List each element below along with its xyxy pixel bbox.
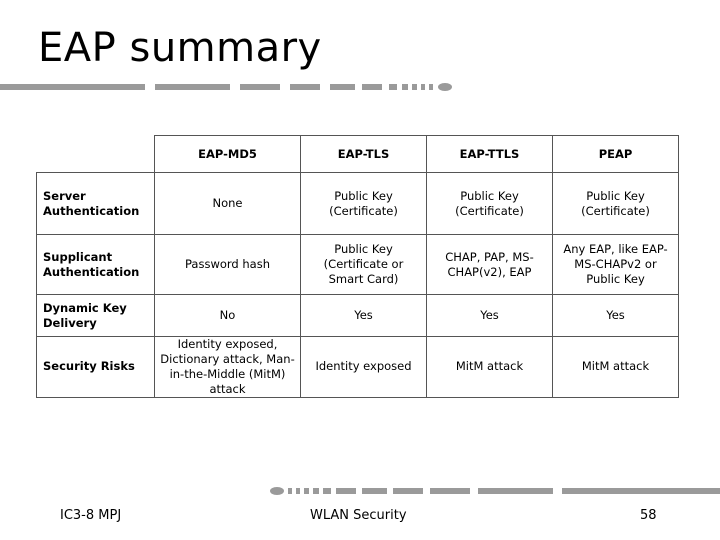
table-cell: Yes — [301, 295, 427, 337]
header-row — [37, 136, 679, 173]
header-eap-ttls: EAP-TTLS — [427, 136, 553, 173]
table-row — [37, 235, 679, 295]
table-row — [37, 337, 679, 398]
table-cell: MitM attack — [427, 337, 553, 398]
table-cell: Public Key (Certificate) — [427, 173, 553, 235]
table-cell: Password hash — [155, 235, 301, 295]
row-label: Server Authentication — [37, 173, 155, 235]
table-cell: None — [155, 173, 301, 235]
table-row — [37, 295, 679, 337]
page-number: 58 — [640, 508, 657, 523]
table-cell: Public Key (Certificate) — [553, 173, 679, 235]
table-cell: Public Key (Certificate) — [301, 173, 427, 235]
slide-title: EAP summary — [38, 25, 322, 71]
footer-course: IC3-8 MPJ — [60, 508, 122, 523]
header-peap: PEAP — [553, 136, 679, 173]
table-cell: Any EAP, like EAP-MS-CHAPv2 or Public Key — [553, 235, 679, 295]
table-row — [37, 173, 679, 235]
table-cell: Yes — [427, 295, 553, 337]
table-cell: Yes — [553, 295, 679, 337]
row-label: Supplicant Authentication — [37, 235, 155, 295]
table-cell: Identity exposed, Dictionary attack, Man-in-the-Middle (MitM) attack — [155, 337, 301, 398]
row-label: Dynamic Key Delivery — [37, 295, 155, 337]
comparison-table — [36, 135, 679, 398]
header-eap-tls: EAP-TLS — [301, 136, 427, 173]
table-cell: Public Key (Certificate or Smart Card) — [301, 235, 427, 295]
table-cell: No — [155, 295, 301, 337]
table-cell: MitM attack — [553, 337, 679, 398]
footer-topic: WLAN Security — [310, 508, 407, 523]
row-label: Security Risks — [37, 337, 155, 398]
table-cell: Identity exposed — [301, 337, 427, 398]
table-cell: CHAP, PAP, MS-CHAP(v2), EAP — [427, 235, 553, 295]
header-eap-md5: EAP-MD5 — [155, 136, 301, 173]
header-corner — [37, 136, 155, 173]
